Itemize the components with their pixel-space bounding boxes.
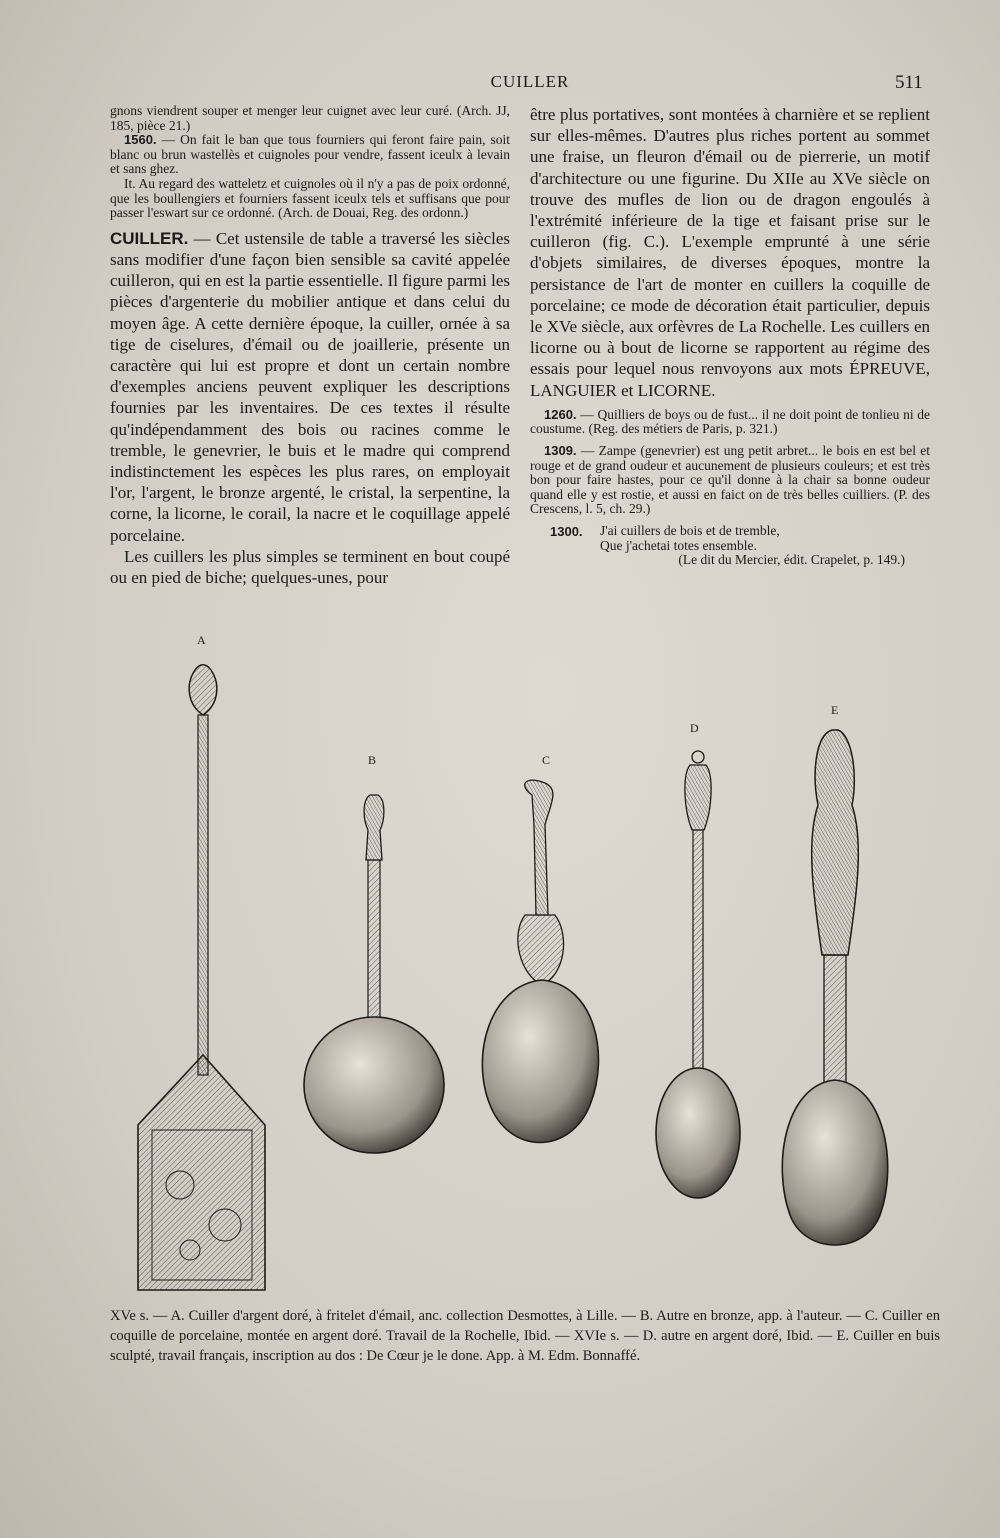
left-entry-1560 xyxy=(110,133,510,177)
spoon-a xyxy=(138,665,265,1290)
right-column xyxy=(530,104,930,568)
figure-label-e: E xyxy=(831,703,839,717)
figure-label-a: A xyxy=(197,633,206,647)
spoon-d xyxy=(656,751,740,1198)
spoon-e xyxy=(782,730,887,1245)
page-number: 511 xyxy=(895,72,923,93)
verse-source: (Le dit du Mercier, édit. Crapelet, p. 149.) xyxy=(678,552,905,568)
right-entry-1260 xyxy=(530,408,930,437)
left-column xyxy=(110,104,510,588)
right-entry-1309 xyxy=(530,444,930,517)
spoons-illustration xyxy=(100,625,930,1315)
article-headword: CUILLER. xyxy=(110,228,189,248)
article-body: — Cet ustensile de table a traversé les siècles sans modifier d'une façon bien sensible sa cavité appelée cuilleron, qui en est la partie essentielle. Il figure parmi les pièces d'argenterie du mobilier antique et dans celui du moyen âge. A cette dernière époque, la cuiller, ornée à sa tige de ciselures, d'émail ou de joaillerie, présente un caractère qui lui est propre et dont un certain nombre d'exemples anciens peuvent expliquer les descriptions fournies par les inventaires. De ces textes il résulte qu'indépendamment des bois ou racines comme le tremble, le genevrier, le buis et le madre qui comprend indistinctement les espèces les plus rares, on employait l'or, l'argent, le bronze argenté, le cristal, la serpentine, la corne, la licorne, le corail, la nacre et le coquillage appelé porcelaine. xyxy=(110,228,510,545)
entry-number: 1260. xyxy=(544,406,577,422)
entry-number: 1300. xyxy=(550,524,583,539)
cuiller-article xyxy=(110,228,510,546)
left-paragraph-3: It. Au regard des watteletz et cuignoles où il n'y a pas de poix ordonné, que les boullengiers et fourniers fassent iceulx tels et suffisans que pour passer l'eswart sur ce ordonné. (Arch. de Douai, Reg. des ordonn.) xyxy=(110,175,510,221)
entry-number: 1309. xyxy=(544,443,577,459)
entry-text: — Zampe (genevrier) est ung petit arbret... le bois en est bel et rouge et de grand oudeur et aucunement de plusieurs couleurs; et est très bon pour faire hastes, pour ce qu'il donne à la chair sa bonne oudeur quand elle y est rostie, et aussi en faict on de très belles cuilliers. (P. des Crescens, l. 5, ch. 29.) xyxy=(530,443,930,517)
right-paragraph-1: être plus portatives, sont montées à charnière et se replient sur elles-mêmes. D'autres plus riches portent au sommet une fraise, un fleuron d'émail ou de pierrerie, un motif d'architecture ou une figurine. Du XIIe au XVe siècle on trouve des mufles de lion ou de dragon engoulés à l'extrémité inférieure de la tige et faisant prise sur le cuilleron (fig. C.). L'exemple emprunté à une série d'objets similaires, de diverses époques, montre la persistance de l'art de monter en cuillers la coquille de porcelaine; ce mode de décoration était particulier, depuis le XVe siècle, aux orfèvres de La Rochelle. Les cuillers en licorne ou à bout de licorne se rapportent au régime des essais pour lequel nous renvoyons aux mots ÉPREUVE, LANGUIER et LICORNE. xyxy=(530,105,930,400)
figure-caption: XVe s. — A. Cuiller d'argent doré, à fritelet d'émail, anc. collection Desmottes, à Lille. — B. Autre en bronze, app. à l'auteur. — C. Cuiller en coquille de porcelaine, montée en argent doré. Travail de la Rochelle, Ibid. — XVIe s. — D. autre en argent doré, Ibid. — E. Cuiller en buis sculpté, travail français, inscription au dos : De Cœur je le done. App. à M. Edm. Bonnaffé. xyxy=(110,1308,940,1364)
figure-label-c: C xyxy=(542,753,551,767)
figure-label-b: B xyxy=(368,753,377,767)
spoons-engraving xyxy=(100,625,930,1315)
verse-line-2: Que j'achetai totes ensemble. xyxy=(600,537,757,553)
spoon-b xyxy=(304,795,444,1153)
left-paragraph-5: Les cuillers les plus simples se terminent en bout coupé ou en pied de biche; quelques-unes, pour xyxy=(110,546,510,587)
entry-text: — On fait le ban que tous fourniers qui feront faire pain, soit blanc ou brun wastellès et cuignoles pour vendre, fassent iceulx à levain et sans ghez. xyxy=(110,132,510,177)
figure-label-d: D xyxy=(690,721,699,735)
running-header-title: CUILLER xyxy=(490,72,570,91)
entry-number: 1560. xyxy=(124,132,157,148)
left-paragraph-1: gnons viendrent souper et menger leur cuignet avec leur curé. (Arch. JJ, 185, pièce 21.) xyxy=(110,103,510,133)
right-entry-1300 xyxy=(530,524,930,568)
entry-text: — Quilliers de boys ou de fust... il ne doit point de tonlieu ni de coustume. (Reg. des métiers de Paris, p. 321.) xyxy=(530,406,930,437)
spoon-c xyxy=(482,780,598,1142)
verse-line-1: J'ai cuillers de bois et de tremble, xyxy=(600,523,780,538)
